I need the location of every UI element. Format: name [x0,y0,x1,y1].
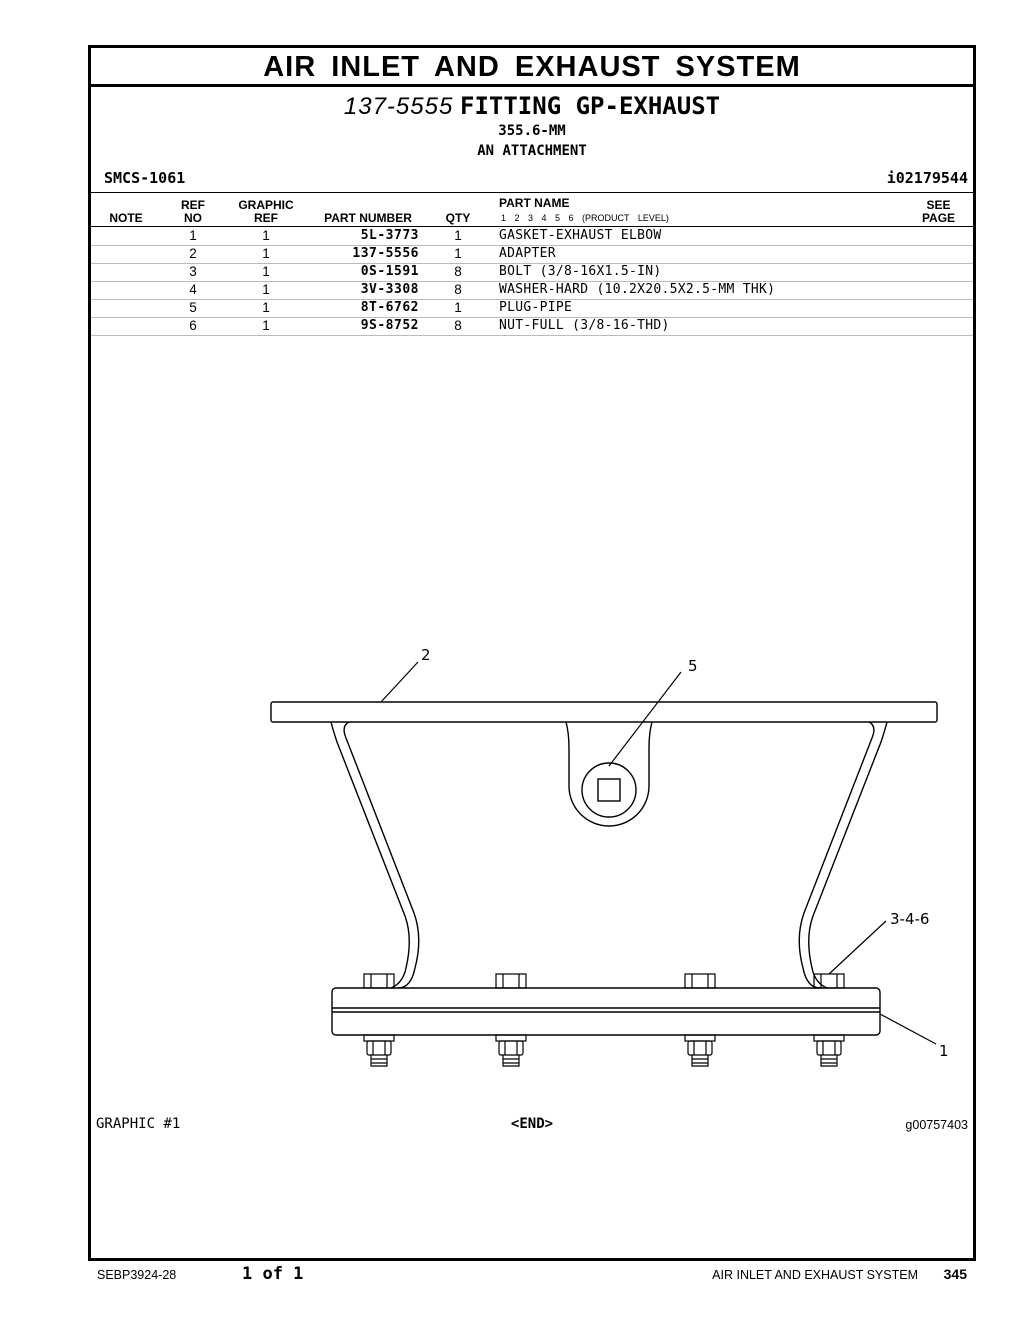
header-qty: QTY [445,211,471,225]
row-part-name: WASHER-HARD (10.2X20.5X2.5-MM THK) [499,282,776,297]
callout-3-4-6: 3-4-6 [890,910,930,928]
row-graphic-ref: 1 [262,264,270,279]
row-graphic-ref: 1 [262,246,270,261]
part-size: 355.6-MM [498,123,566,139]
header-graphic-top: GRAPHIC [238,198,294,212]
header-ref-bottom: NO [184,211,202,225]
header-note: NOTE [109,211,143,225]
adapter-top-plate [271,702,937,722]
bolt-assembly [364,974,394,1066]
row-ref-no: 1 [189,228,197,243]
footer-section: AIR INLET AND EXHAUST SYSTEM [712,1268,918,1282]
part-title [91,92,973,121]
row-qty: 8 [454,264,462,279]
table-row [91,281,973,299]
document-ident: i02179544 [886,169,968,187]
graphic-id: g00757403 [905,1118,968,1132]
row-ref-no: 2 [189,246,197,261]
table-row [91,227,973,245]
header-see-top: SEE [926,198,951,212]
bolt-assembly [814,974,844,1066]
row-qty: 8 [454,318,462,333]
row-graphic-ref: 1 [262,300,270,315]
row-part-name: GASKET-EXHAUST ELBOW [499,228,662,243]
pipe-plug [598,779,620,801]
page-frame [88,45,976,1261]
callout-2: 2 [421,646,431,664]
row-qty: 1 [454,300,462,315]
callout-5: 5 [688,657,698,675]
row-part-name: ADAPTER [499,246,556,261]
table-row [91,299,973,317]
row-ref-no: 4 [189,282,197,297]
row-graphic-ref: 1 [262,282,270,297]
table-row [91,263,973,281]
table-row [91,245,973,263]
row-part-number: 137-5556 [352,246,419,261]
header-part-number: PART NUMBER [324,211,412,225]
parts-illustration [181,638,971,1088]
leader-3-4-6 [829,921,886,974]
header-product-levels: 1 2 3 4 5 6 (PRODUCT LEVEL) [501,213,669,223]
row-part-number: 5L-3773 [360,228,419,243]
bolt-assembly [685,974,715,1066]
header-part-name: PART NAME [499,196,570,210]
part-attachment: AN ATTACHMENT [477,143,587,159]
row-part-number: 9S-8752 [360,318,419,333]
header-graphic-bottom: REF [254,211,278,225]
row-ref-no: 3 [189,264,197,279]
plug-circle [582,763,636,817]
row-ref-no: 5 [189,300,197,315]
row-ref-no: 6 [189,318,197,333]
adapter-right-wall-outer [809,722,887,988]
row-qty: 8 [454,282,462,297]
row-graphic-ref: 1 [262,228,270,243]
bolt-assembly [496,974,526,1066]
row-part-number: 0S-1591 [360,264,419,279]
row-qty: 1 [454,246,462,261]
row-part-number: 8T-6762 [360,300,419,315]
header-see-bottom: PAGE [921,211,956,225]
row-part-name: PLUG-PIPE [499,300,573,315]
row-part-name: BOLT (3/8-16X1.5-IN) [499,264,662,279]
header-ref-top: REF [181,198,205,212]
leader-1 [880,1014,936,1044]
adapter-left-wall-outer [331,722,409,988]
row-part-number: 3V-3308 [360,282,419,297]
part-number-title: 137-5555 [343,93,454,120]
leader-5 [609,672,681,766]
smcs-code: SMCS-1061 [104,169,186,187]
row-qty: 1 [454,228,462,243]
row-graphic-ref: 1 [262,318,270,333]
row-part-name: NUT-FULL (3/8-16-THD) [499,318,670,333]
footer-document-number: SEBP3924-28 [97,1268,177,1282]
callout-1: 1 [939,1042,949,1060]
table-row [91,317,973,335]
footer-page-number: 345 [943,1266,967,1282]
table-top-rule [91,192,973,193]
row-rule [91,335,973,336]
footer-page-of: 1 of 1 [242,1264,304,1284]
plug-boss [566,722,652,826]
end-marker: <END> [510,1116,554,1132]
graphic-label: GRAPHIC #1 [96,1116,181,1132]
part-description-title: FITTING GP-EXHAUST [460,92,721,120]
leader-2 [381,662,418,702]
section-title: AIR INLET AND EXHAUST SYSTEM [91,48,973,87]
